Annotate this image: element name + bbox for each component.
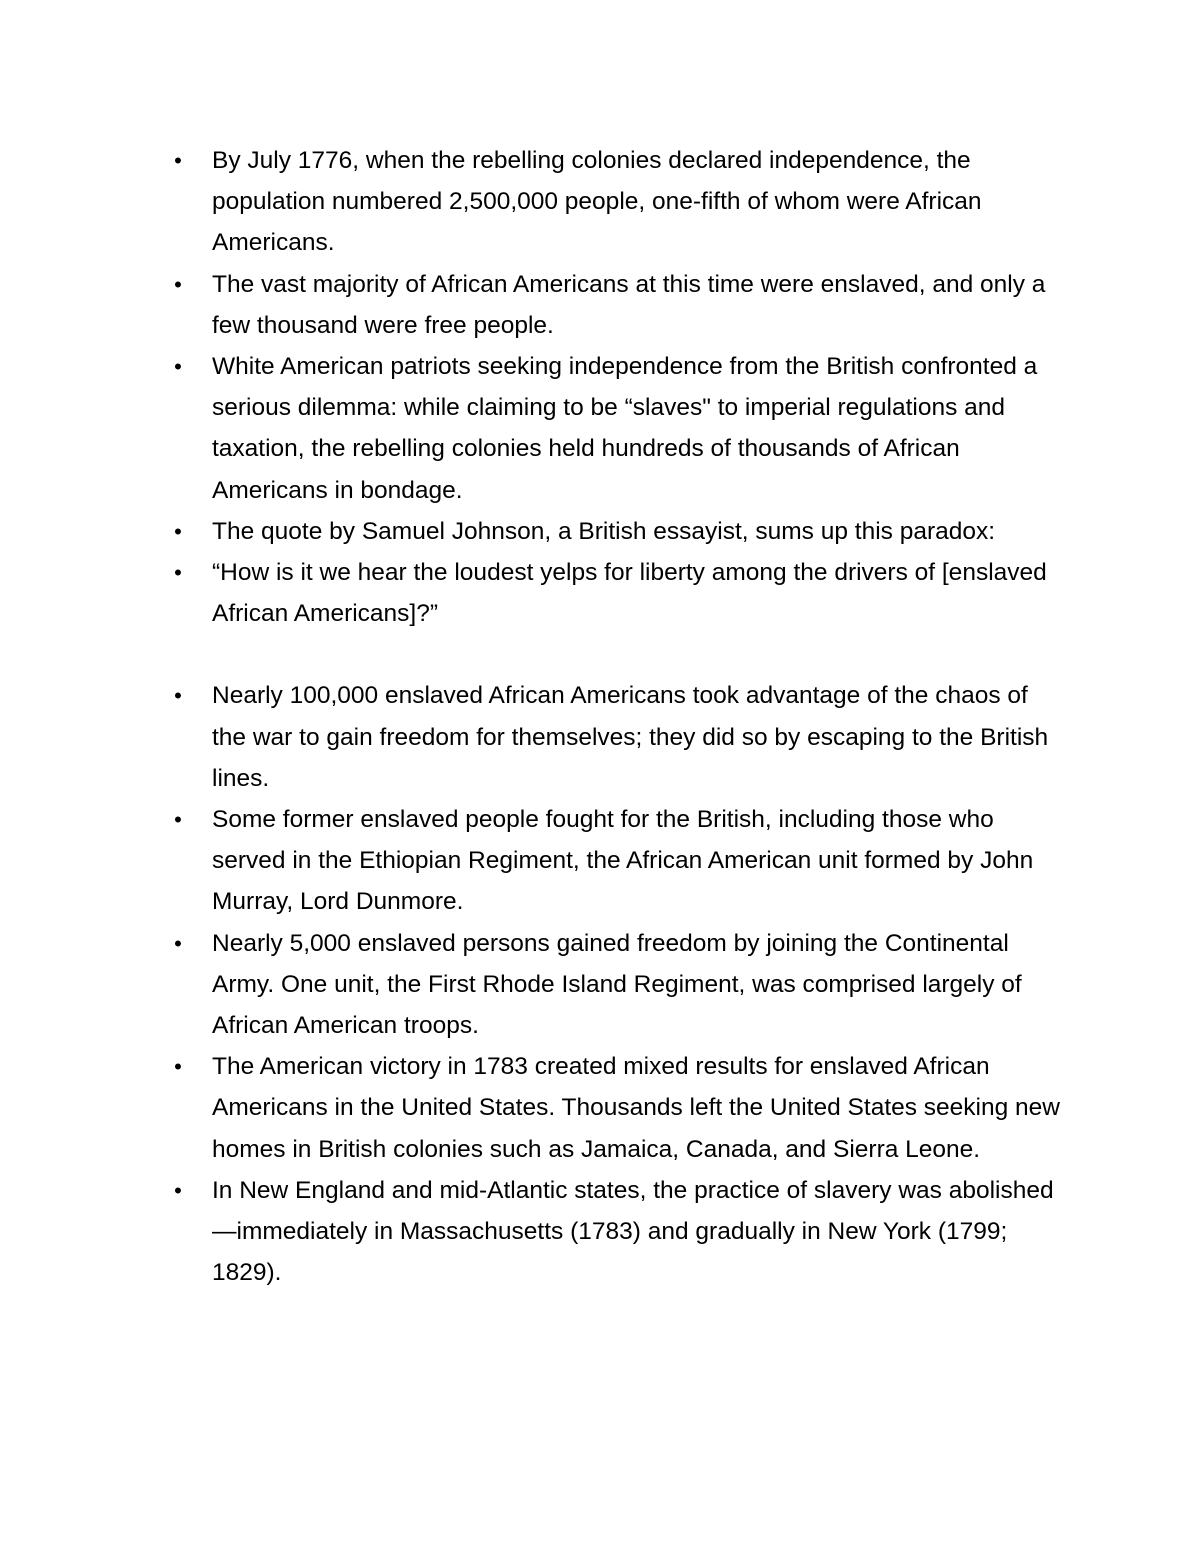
list-item [168,264,1068,346]
list-item [168,511,1068,552]
list-item-text: In New England and mid-Atlantic states, the practice of slavery was abolished—immediately in Massachusetts (1783) and gradually in New York (1799; 1829). [212,1176,1054,1287]
bullet-icon: • [174,354,182,380]
list-item-text: “How is it we hear the loudest yelps for liberty among the drivers of [enslaved African Americans]?” [212,559,1047,628]
list-item [168,675,1068,799]
list-item-text: Nearly 100,000 enslaved African Americans took advantage of the chaos of the war to gain freedom for themselves; they did so by escaping to the British lines. [212,682,1049,792]
list-item [168,1046,1068,1170]
list-item [168,923,1068,1047]
list-item-text: The vast majority of African Americans at this time were enslaved, and only a few thousand were free people. [212,270,1046,339]
bullet-icon: • [174,1054,182,1080]
list-item-text: The American victory in 1783 created mixed results for enslaved African Americans in the United States. Thousands left the United States seeking new homes in British colonies such as Jamaica, Canada, and Sierra Leone. [212,1053,1061,1163]
list-item [168,552,1068,634]
list-item-text: The quote by Samuel Johnson, a British essayist, sums up this paradox: [212,517,996,545]
list-item-text: Nearly 5,000 enslaved persons gained freedom by joining the Continental Army. One unit, the First Rhode Island Regiment, was comprised largely of African American troops. [212,929,1022,1040]
list-item [168,346,1068,511]
bullet-icon: • [174,683,182,709]
bullet-icon: • [174,930,182,956]
list-item-text: Some former enslaved people fought for the British, including those who served in the Ethiopian Regiment, the African American unit formed by John Murray, Lord Dunmore. [212,806,1034,916]
list-item [168,799,1068,923]
list-item [168,1170,1068,1294]
bullet-icon: • [174,560,182,586]
bullet-icon: • [174,1177,182,1203]
list-item-text: By July 1776, when the rebelling colonies declared independence, the population numbered 2,500,000 people, one-fifth of whom were African Americans. [212,147,982,257]
blank-line [168,634,1068,675]
bullet-list [168,140,1068,1293]
bullet-icon: • [174,148,182,173]
list-item-text: White American patriots seeking independence from the British confronted a serious dilemma: while claiming to be “slaves" to imperial regulations and taxation, the rebelling colonies held hundreds of thousands of African Americans in bondage. [212,353,1038,504]
bullet-icon: • [174,807,182,833]
bullet-icon: • [174,271,182,297]
bullet-icon: • [174,518,182,544]
list-item [168,140,1068,264]
